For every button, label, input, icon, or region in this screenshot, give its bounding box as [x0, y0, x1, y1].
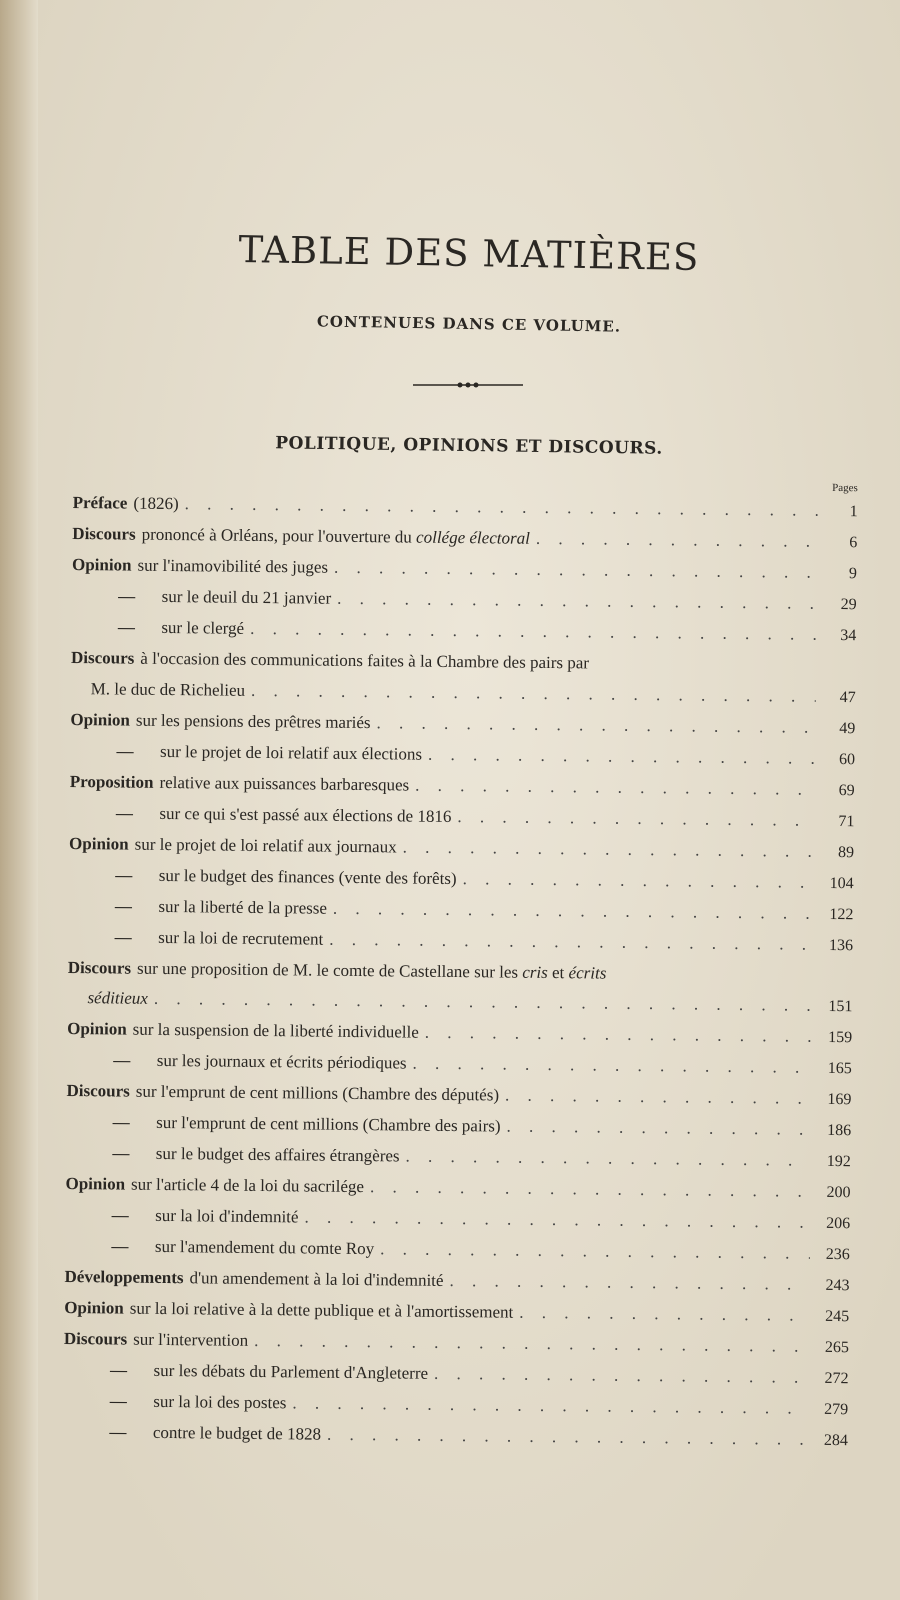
entry-text: sur une proposition de M. le comte de Castellane sur les cris et écrits	[136, 958, 607, 983]
entry-text: sur le projet de loi relatif aux journaux	[134, 834, 397, 856]
dot-leader	[380, 1234, 810, 1268]
entry-lead: Développements	[64, 1266, 184, 1288]
entry-page: 29	[840, 596, 857, 614]
dot-leader	[428, 739, 815, 773]
ornament-divider	[413, 380, 523, 390]
entry-text: sur les débats du Parlement d'Angleterre	[153, 1360, 429, 1383]
entry-lead: —	[109, 1391, 127, 1411]
entry-italic: cris	[522, 962, 548, 982]
entry-lead: —	[118, 586, 136, 606]
entry-text: contre le budget de 1828	[152, 1422, 322, 1444]
entry-text: sur l'emprunt de cent millions (Chambre des députés)	[135, 1081, 500, 1105]
entry-lead: Proposition	[69, 771, 154, 792]
entry-text: sur la loi de recrutement	[158, 927, 324, 949]
book-page	[38, 0, 900, 1600]
dot-leader	[505, 1081, 812, 1114]
entry-lead: —	[114, 926, 132, 947]
dot-leader	[415, 770, 815, 804]
dot-leader	[292, 1388, 808, 1423]
entry-italic: collége électoral	[416, 527, 530, 548]
entry-page: 272	[824, 1369, 849, 1388]
entry-lead: Opinion	[67, 1018, 127, 1039]
entry-lead: Opinion	[70, 709, 131, 730]
entry-page: 1	[849, 503, 858, 521]
entry-page: 236	[825, 1245, 850, 1264]
dot-leader	[462, 864, 813, 898]
dot-leader	[376, 708, 815, 743]
entry-text: sur le deuil du 21 janvier	[161, 586, 332, 608]
table-of-contents	[63, 472, 858, 1456]
entry-text: sur les pensions des prêtres mariés	[135, 710, 371, 732]
dot-leader	[251, 675, 816, 711]
toc-rows	[63, 488, 858, 1456]
dot-leader	[449, 1266, 809, 1300]
entry-text: sur l'inamovibilité des juges	[137, 555, 329, 577]
entry-text: sur la loi des postes	[153, 1391, 287, 1413]
entry-page: 104	[829, 874, 854, 892]
entry-page: 159	[828, 1028, 853, 1047]
entry-lead: —	[114, 895, 133, 916]
dot-leader	[457, 802, 814, 836]
entry-text: sur le budget des finances (vente des forêts)	[158, 865, 457, 888]
dot-leader	[405, 1142, 811, 1176]
section-heading: POLITIQUE, OPINIONS ET DISCOURS.	[275, 433, 663, 459]
dot-leader	[434, 1359, 809, 1393]
entry-page: 186	[827, 1121, 852, 1140]
page-subtitle: CONTENUES DANS CE VOLUME.	[316, 312, 622, 336]
entry-page: 89	[837, 843, 855, 861]
dot-leader	[329, 924, 813, 959]
dot-leader	[402, 832, 814, 866]
entry-lead: Discours	[63, 1328, 128, 1349]
dot-leader	[254, 1326, 809, 1362]
entry-lead: —	[115, 802, 134, 823]
entry-text: sur la loi relative à la dette publique et à l'amortissement	[129, 1298, 514, 1322]
entry-page: 245	[825, 1307, 850, 1326]
dot-leader	[337, 584, 817, 619]
entry-page: 169	[827, 1090, 852, 1109]
entry-italic: séditieux	[87, 988, 149, 1008]
entry-text: sur l'article 4 de la loi du sacrilége	[130, 1174, 365, 1197]
page-title: TABLE DES MATIÈRES	[238, 227, 700, 280]
entry-lead: —	[117, 617, 135, 637]
entry-page: 165	[827, 1059, 852, 1078]
entry-lead: Opinion	[65, 1173, 126, 1194]
entry-page: 47	[839, 688, 856, 706]
entry-lead: —	[116, 740, 134, 761]
entry-lead: Opinion	[69, 833, 129, 854]
entry-page: 9	[848, 565, 858, 583]
entry-page: 60	[838, 750, 856, 768]
entry-text: sur l'intervention	[133, 1329, 249, 1350]
entry-lead: Discours	[72, 523, 136, 544]
entry-lead: —	[109, 1422, 127, 1442]
entry-page: 284	[823, 1431, 848, 1450]
dot-leader	[536, 524, 818, 557]
entry-lead: Opinion	[71, 554, 132, 575]
entry-text: sur ce qui s'est passé aux élections de 1816	[159, 803, 452, 826]
dot-leader	[334, 553, 817, 588]
entry-text: sur le clergé	[161, 617, 245, 638]
entry-text: sur la suspension de la liberté individuelle	[132, 1019, 419, 1042]
entry-lead: Opinion	[64, 1297, 124, 1318]
dot-leader	[250, 614, 817, 650]
entry-lead: —	[112, 1112, 130, 1132]
entry-lead: —	[109, 1360, 128, 1380]
entry-lead: —	[115, 864, 133, 885]
entry-text: à l'occasion des communications faites à la Chambre des pairs par	[140, 648, 590, 673]
entry-page: 200	[826, 1183, 851, 1202]
dot-leader	[412, 1049, 812, 1083]
entry-lead: —	[111, 1205, 129, 1225]
entry-text: sur les journaux et écrits périodiques	[156, 1050, 407, 1073]
dot-leader	[370, 1172, 811, 1207]
entry-page: 136	[828, 936, 854, 954]
entry-text: sur l'amendement du comte Roy	[154, 1236, 375, 1259]
entry-page: 122	[829, 905, 854, 923]
dot-leader	[327, 1420, 808, 1455]
entry-page: 279	[824, 1400, 849, 1419]
book-spine-margin	[0, 0, 38, 1600]
entry-text: prononcé à Orléans, pour l'ouverture du collége électoral	[141, 524, 530, 548]
dot-leader	[506, 1112, 811, 1145]
entry-lead: —	[112, 1143, 130, 1163]
entry-page: 69	[838, 781, 855, 799]
entry-text: (1826)	[133, 493, 179, 514]
dot-leader	[425, 1018, 813, 1052]
entry-lead: Préface	[72, 492, 128, 513]
entry-text: sur l'emprunt de cent millions (Chambre des pairs)	[156, 1112, 501, 1136]
entry-lead: Discours	[66, 1080, 130, 1101]
entry-page: 265	[824, 1338, 849, 1357]
entry-text: relative aux puissances barbaresques	[159, 772, 410, 795]
entry-text: sur le projet de loi relatif aux élections	[159, 741, 423, 764]
entry-text: sur le budget des affaires étrangères	[155, 1143, 400, 1166]
entry-page: 71	[838, 812, 855, 830]
entry-italic: écrits	[568, 962, 607, 983]
entry-text: M. le duc de Richelieu	[90, 678, 246, 700]
entry-lead: Discours	[67, 957, 132, 978]
entry-text: d'un amendement à la loi d'indemnité	[189, 1268, 444, 1290]
entry-text: sur la loi d'indemnité	[155, 1205, 299, 1227]
dot-leader	[519, 1298, 809, 1331]
dot-leader	[333, 893, 814, 928]
pages-label: Pages	[832, 481, 858, 495]
entry-page: 151	[828, 997, 853, 1016]
entry-page: 243	[825, 1276, 850, 1295]
entry-page: 206	[826, 1214, 851, 1233]
entry-page: 6	[849, 534, 858, 552]
entry-page: 49	[839, 719, 856, 737]
entry-text: sur la liberté de la presse	[158, 896, 328, 918]
entry-lead: —	[111, 1236, 129, 1256]
entry-lead: Discours	[70, 647, 135, 668]
entry-page: 192	[826, 1152, 851, 1171]
dot-leader	[304, 1202, 810, 1237]
entry-lead: —	[113, 1050, 131, 1070]
entry-page: 34	[840, 627, 857, 645]
